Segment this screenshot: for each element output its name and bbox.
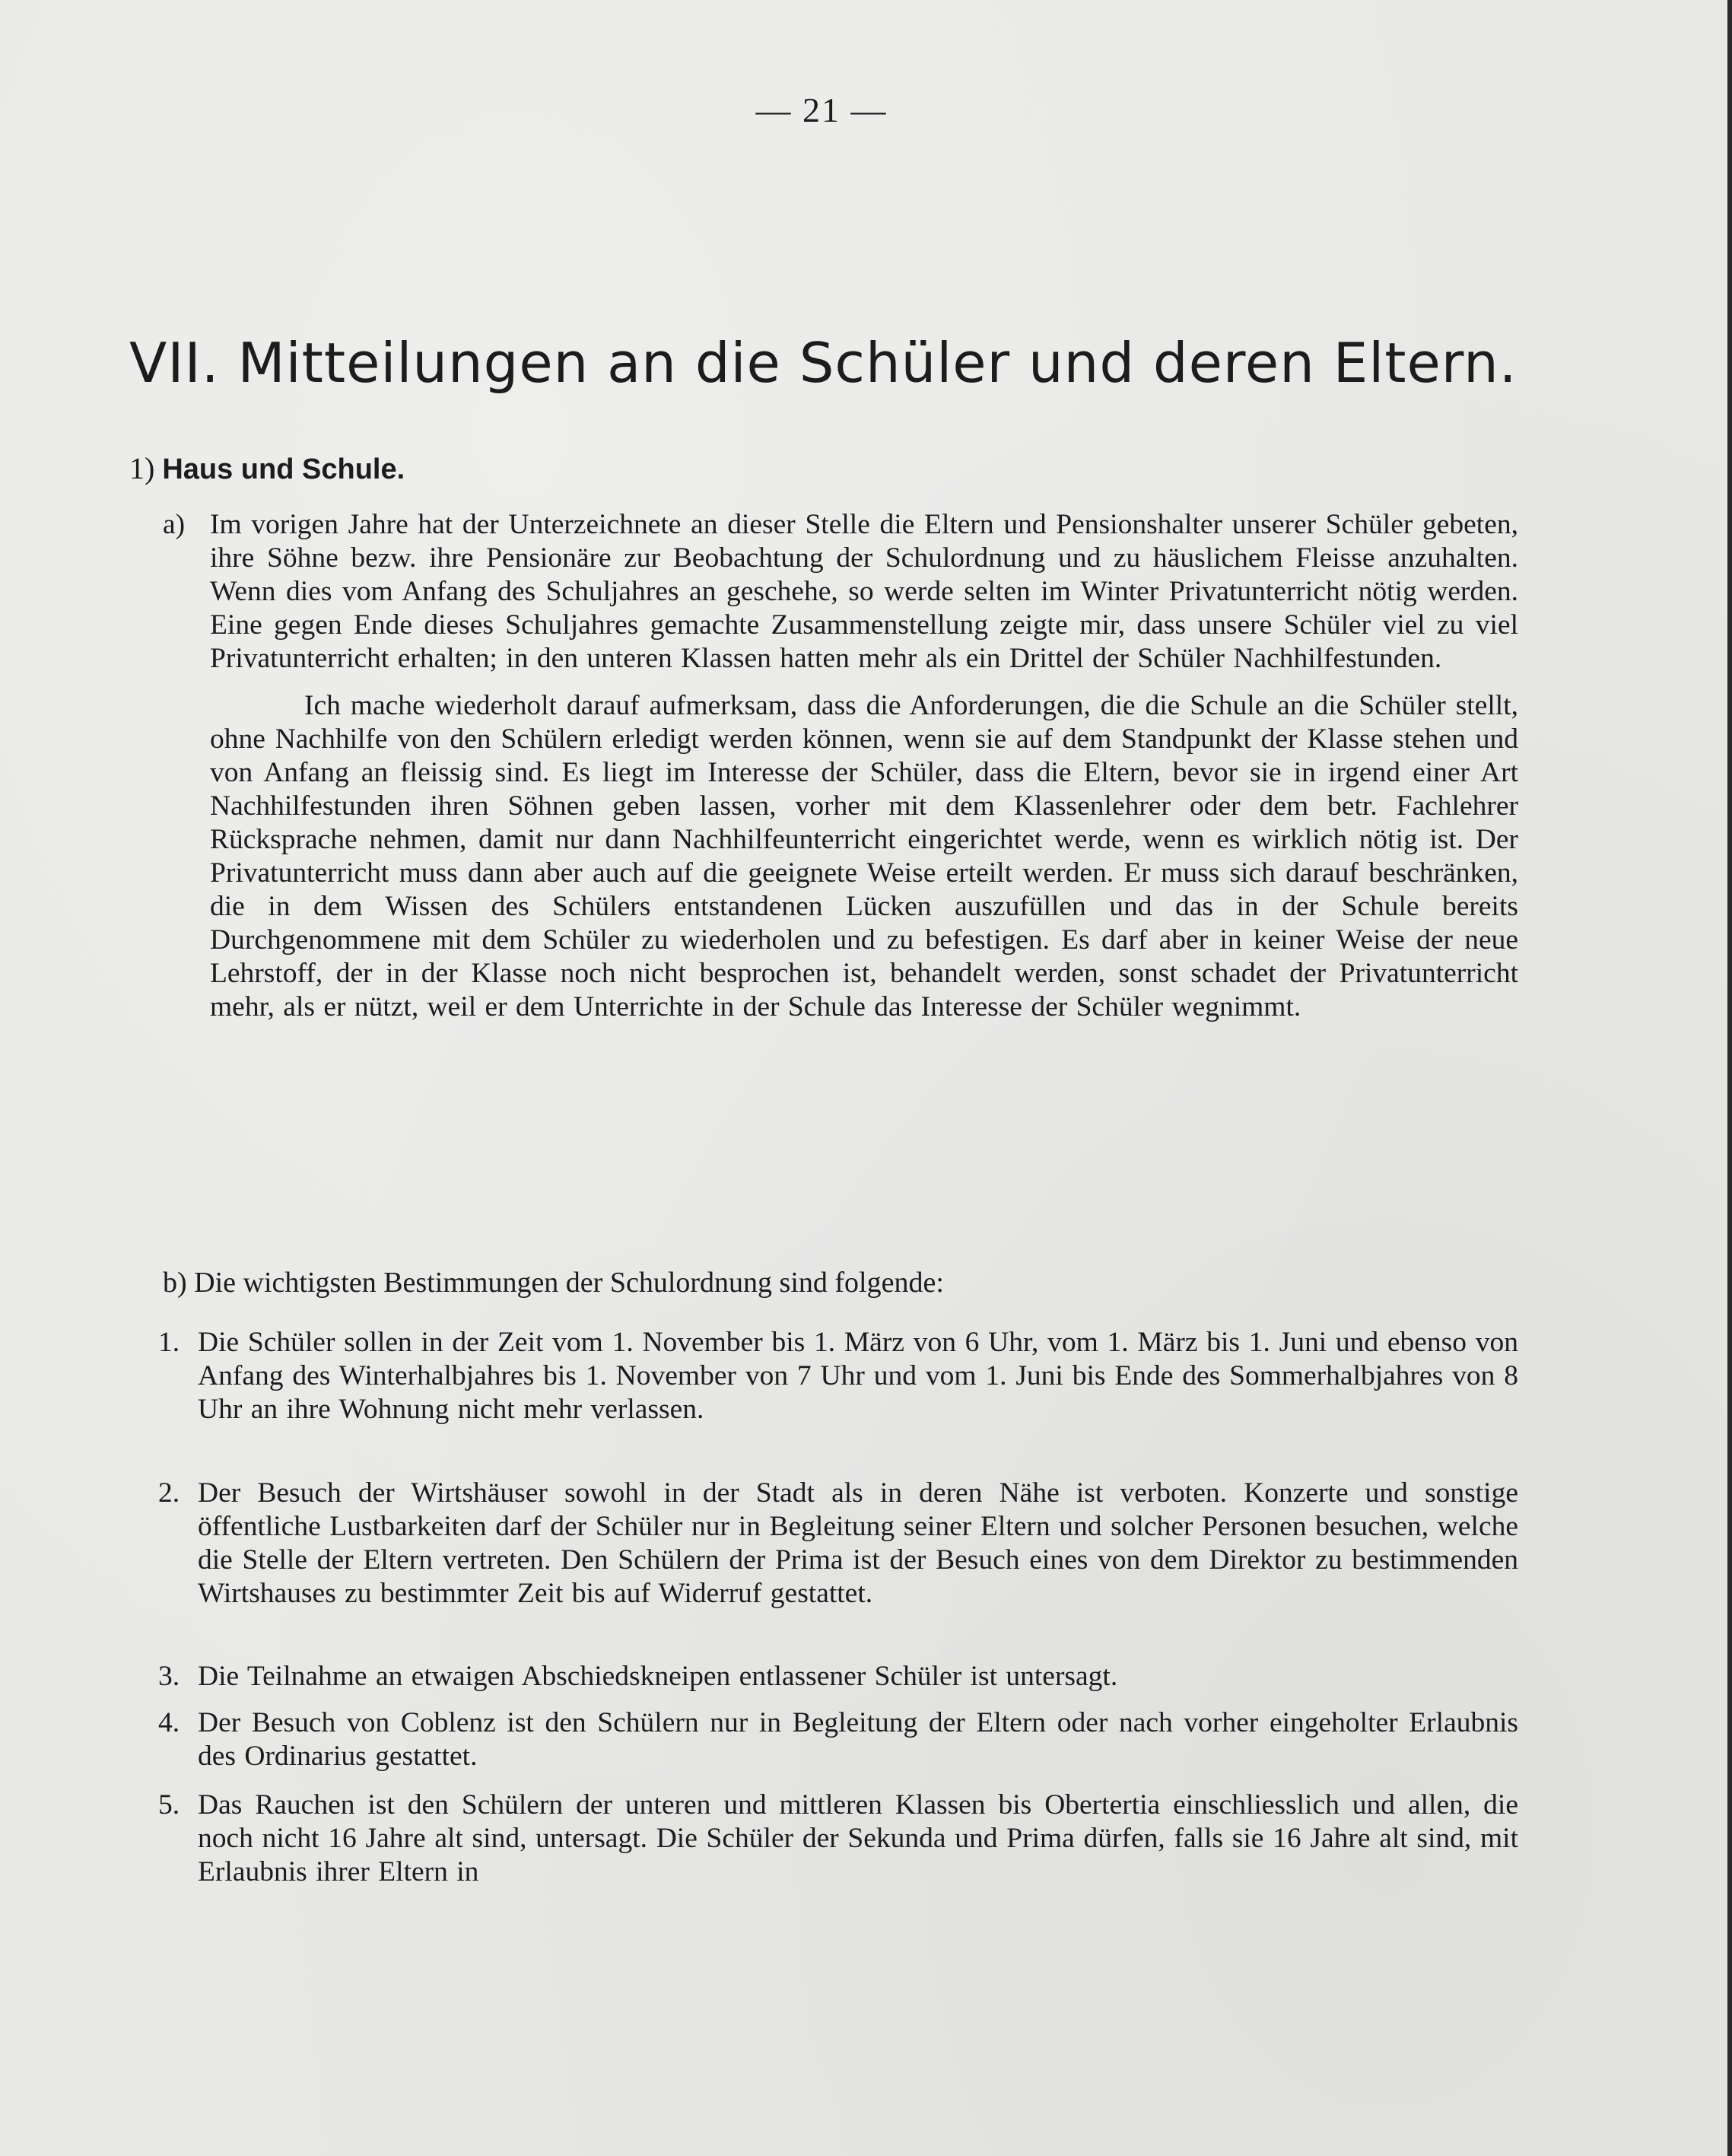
rule-item — [158, 1326, 1518, 1426]
part-a-paragraph-1: Im vorigen Jahre hat der Unterzeichnete an dieser Stelle die Eltern und Pensionshalter unserer Schüler gebeten, ihre Söhne bezw. ihre Pensionäre zur Beobachtung der Schulordnung und zu häuslichem Fleisse anzuhalten. Wenn dies vom Anfang des Schuljahres an geschehe, so werde selten im Winter Privatunterricht nötig werden. Eine gegen Ende dieses Schuljahres gemachte Zusammenstellung zeigte mir, dass unsere Schüler viel zu viel Privatunterricht erhalten; in den unteren Klassen hatten mehr als ein Drittel der Schüler Nachhilfestunden. — [210, 509, 1518, 674]
part-a-marker: a) — [163, 509, 186, 540]
rule-text: Die Schüler sollen in der Zeit vom 1. November bis 1. März von 6 Uhr, vom 1. März bis 1. Juni und ebenso von Anfang des Winterhalbjahres bis 1. November von 7 Uhr und vom 1. Juni bis Ende des Sommerhalbjahres von 8 Uhr an ihre Wohnung nicht mehr verlassen. — [198, 1327, 1518, 1425]
rule-text: Das Rauchen ist den Schülern der unteren und mittleren Klassen bis Obertertia einschliesslich und allen, die noch nicht 16 Jahre alt sind, untersagt. Die Schüler der Sekunda und Prima dürfen, falls sie 16 Jahre alt sind, mit Erlaubnis ihrer Eltern in — [198, 1789, 1518, 1887]
part-b-intro: b) Die wichtigsten Bestimmungen der Schulordnung sind folgende: — [163, 1267, 944, 1299]
rule-item — [158, 1477, 1518, 1611]
subsection-number: 1) — [129, 451, 155, 485]
rule-item — [158, 1660, 1518, 1693]
subsection-label: Haus und Schule. — [162, 453, 405, 485]
subsection-heading — [129, 450, 405, 486]
rule-item — [158, 1789, 1518, 1889]
page-edge — [1727, 0, 1732, 2156]
page-number: — 21 — — [755, 91, 888, 129]
rule-number: 2. — [158, 1477, 180, 1509]
rule-number: 4. — [158, 1707, 180, 1738]
section-title: VII. Mitteilungen an die Schüler und deren Eltern. — [129, 331, 1517, 395]
part-a — [163, 508, 1518, 1024]
rule-number: 3. — [158, 1661, 180, 1692]
rule-number: 5. — [158, 1789, 180, 1821]
rule-number: 1. — [158, 1327, 180, 1358]
rule-text: Der Besuch der Wirtshäuser sowohl in der Stadt als in deren Nähe ist verboten. Konzerte und sonstige öffentliche Lustbarkeiten darf der Schüler nur in Begleitung seiner Eltern und solcher Personen besuchen, welche die Stelle der Eltern vertreten. Den Schülern der Prima ist der Besuch eines von dem Direktor zu bestimmenden Wirtshauses zu bestimmter Zeit bis auf Widerruf gestattet. — [198, 1477, 1518, 1609]
rule-text: Der Besuch von Coblenz ist den Schülern nur in Begleitung der Eltern oder nach vorher eingeholter Erlaubnis des Ordinarius gestattet. — [198, 1707, 1518, 1772]
rule-item — [158, 1706, 1518, 1773]
rule-text: Die Teilnahme an etwaigen Abschiedskneipen entlassener Schüler ist untersagt. — [198, 1661, 1118, 1692]
part-a-paragraph-2: Ich mache wiederholt darauf aufmerksam, dass die Anforderungen, die die Schule an die Schüler stellt, ohne Nachhilfe von den Schülern erledigt werden können, wenn sie auf dem Standpunkt der Klasse stehen und von Anfang an fleissig sind. Es liegt im Interesse der Schüler, dass die Eltern, bevor sie in irgend einer Art Nachhilfestunden ihren Söhnen geben lassen, vorher mit dem Klassenlehrer oder dem betr. Fachlehrer Rücksprache nehmen, damit nur dann Nachhilfeunterricht eingerichtet werde, wenn es wirklich nötig ist. Der Privatunterricht muss dann aber auch auf die geeignete Weise erteilt werden. Er muss sich darauf beschränken, die in dem Wissen des Schülers entstandenen Lücken auszufüllen und das in der Schule bereits Durchgenommene mit dem Schüler zu wiederholen und zu befestigen. Es darf aber in keiner Weise der neue Lehrstoff, der in der Klasse noch nicht besprochen ist, behandelt werden, sonst schadet der Privatunterricht mehr, als er nützt, weil er dem Unterrichte in der Schule das Interesse der Schüler wegnimmt. — [210, 690, 1518, 1022]
